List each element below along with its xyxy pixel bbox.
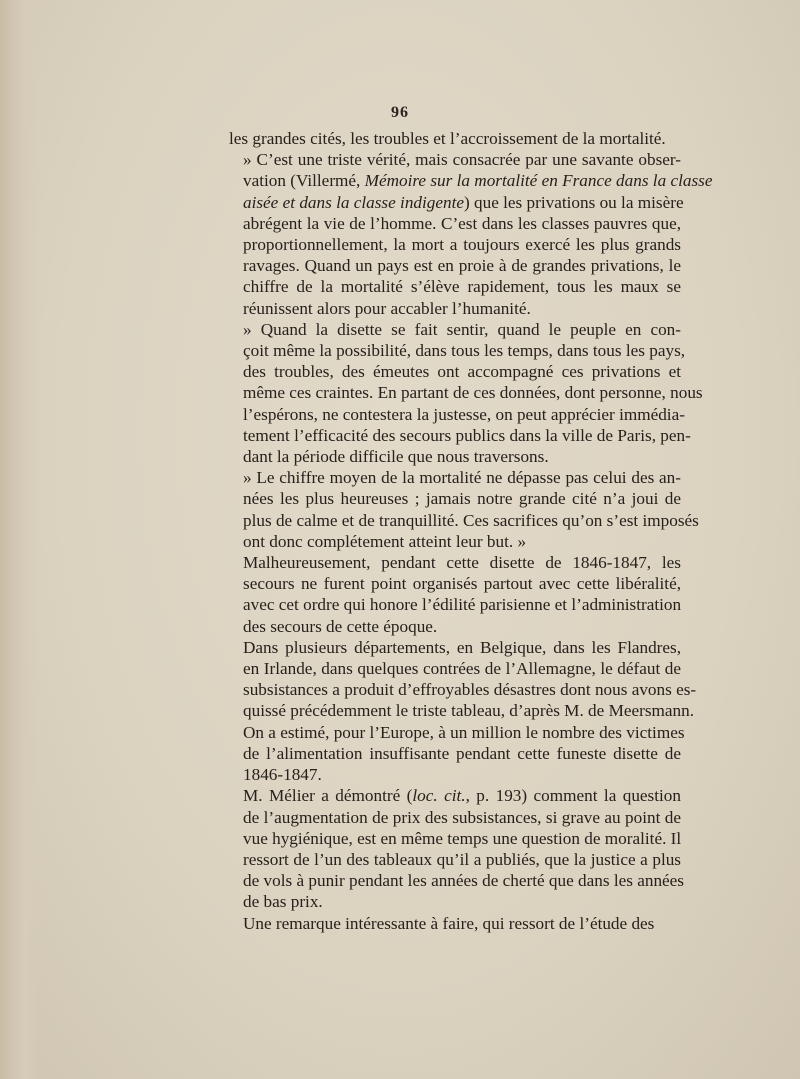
text-line: ravages. Quand un pays est en proie à de grandes privations, le <box>243 256 681 276</box>
text-line: plus de calme et de tranquillité. Ces sacrifices qu’on s’est imposés <box>243 510 699 530</box>
text-line: de l’augmentation de prix des subsistances, si grave au point de <box>243 807 681 827</box>
text-line: des troubles, des émeutes ont accompagné ces privations et <box>243 362 681 382</box>
text-line: ressort de l’un des tableaux qu’il a publiés, que la justice a plus <box>243 849 681 869</box>
paragraph-p8 <box>229 913 681 934</box>
text-line: » Le chiffre moyen de la mortalité ne dépasse pas celui des an- <box>243 468 681 488</box>
text-line: avec cet ordre qui honore l’édilité parisienne et l’administration <box>243 595 682 615</box>
text-line: en Irlande, dans quelques contrées de l’Allemagne, le défaut de <box>243 659 681 679</box>
paragraph-p2 <box>229 149 713 319</box>
body-text <box>229 128 713 934</box>
text-line: » Quand la disette se fait sentir, quand le peuple en con- <box>243 319 681 339</box>
text-line: de bas prix. <box>243 892 323 912</box>
text-line: chiffre de la mortalité s’élève rapidement, tous les maux se <box>243 277 681 297</box>
paragraph-p5 <box>229 552 681 637</box>
text-line: de vols à punir pendant les années de cherté que dans les années <box>243 871 684 891</box>
text-line: l’espérons, ne contestera la justesse, on peut apprécier immédia- <box>243 404 685 424</box>
paragraph-p1 <box>229 128 681 149</box>
text-line: les grandes cités, les troubles et l’accroissement de la mortalité. <box>229 129 666 148</box>
text-line: Malheureusement, pendant cette disette de 1846-1847, les <box>243 553 681 573</box>
paragraph-p6 <box>229 637 697 785</box>
text-line: subsistances a produit d’effroyables désastres dont nous avons es- <box>243 680 697 700</box>
text-line: Une remarque intéressante à faire, qui ressort de l’étude des <box>243 913 655 933</box>
text-line: Dans plusieurs départements, en Belgique, dans les Flandres, <box>243 637 681 657</box>
text-line: des secours de cette époque. <box>243 616 438 636</box>
text-line: tement l’efficacité des secours publics dans la ville de Paris, pen- <box>243 425 691 445</box>
text-line: çoit même la possibilité, dans tous les temps, dans tous les pays, <box>243 341 686 361</box>
text-line: ont donc complétement atteint leur but. » <box>243 531 527 551</box>
text-line: 1846-1847. <box>243 765 322 785</box>
paragraph-p7 <box>229 785 684 912</box>
paragraph-p4 <box>229 467 699 552</box>
text-line: nées les plus heureuses ; jamais notre grande cité n’a joui de <box>243 489 681 509</box>
text-line: secours ne furent point organisés partout avec cette libéralité, <box>243 574 681 594</box>
text-line: quissé précédemment le triste tableau, d’après M. de Meersmann. <box>243 701 695 721</box>
text-line: abrégent la vie de l’homme. C’est dans les classes pauvres que, <box>243 213 681 233</box>
text-line: » C’est une triste vérité, mais consacrée par une savante obser- <box>243 150 681 170</box>
paragraph-p3 <box>229 319 703 467</box>
text-line: aisée et dans la classe indigente) que les privations ou la misère <box>243 192 684 212</box>
text-line: proportionnellement, la mort a toujours exercé les plus grands <box>243 235 681 255</box>
text-line: même ces craintes. En partant de ces données, dont personne, nous <box>243 383 703 403</box>
page-edge-shadow <box>0 0 40 1079</box>
text-line: vue hygiénique, est en même temps une question de moralité. Il <box>243 828 682 848</box>
text-line: réunissent alors pour accabler l’humanité. <box>243 298 531 318</box>
page-number: 96 <box>391 104 409 121</box>
text-line: M. Mélier a démontré (loc. cit., p. 193) comment la question <box>243 786 681 806</box>
text-line: vation (Villermé, Mémoire sur la mortalité en France dans la classe <box>243 171 713 191</box>
text-line: dant la période difficile que nous traversons. <box>243 447 549 467</box>
text-line: de l’alimentation insuffisante pendant cette funeste disette de <box>243 743 681 763</box>
text-line: On a estimé, pour l’Europe, à un million le nombre des victimes <box>243 722 685 742</box>
